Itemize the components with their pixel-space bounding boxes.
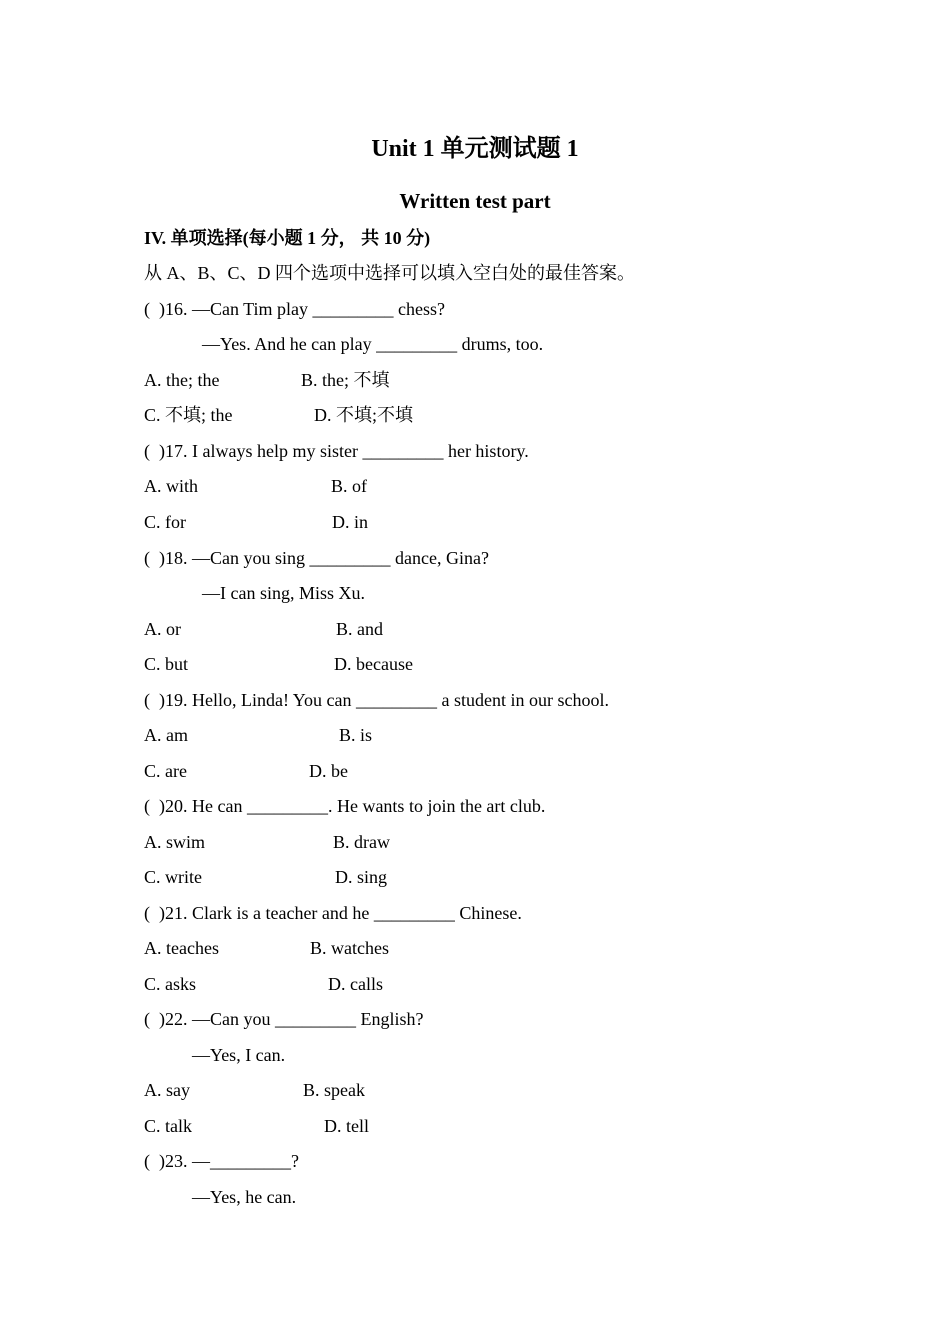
q17-option-a: A. with — [144, 476, 198, 496]
question-18: ( )18. —Can you sing _________ dance, Gina? — [144, 548, 489, 568]
q19-option-d: D. be — [309, 761, 348, 781]
question-19: ( )19. Hello, Linda! You can _________ a student in our school. — [144, 690, 609, 710]
q19-option-b: B. is — [339, 725, 373, 745]
q16-option-b: B. the; 不填 — [301, 370, 390, 390]
q20-option-b: B. draw — [333, 832, 390, 852]
question-22: ( )22. —Can you _________ English? — [144, 1009, 424, 1029]
question-16: ( )16. —Can Tim play _________ chess? — [144, 299, 445, 319]
q17-option-b: B. of — [331, 476, 367, 496]
question-20: ( )20. He can _________. He wants to join the art club. — [144, 796, 546, 816]
question-18-reply: —I can sing, Miss Xu. — [202, 583, 365, 603]
q18-option-c: C. but — [144, 654, 189, 674]
q19-option-c: C. are — [144, 761, 187, 781]
question-23: ( )23. —_________? — [144, 1151, 299, 1171]
q21-option-a: A. teaches — [144, 938, 219, 958]
q22-option-c: C. talk — [144, 1116, 192, 1136]
q18-option-a: A. or — [144, 619, 181, 639]
q21-option-c: C. asks — [144, 974, 197, 994]
question-23-reply: —Yes, he can. — [192, 1187, 297, 1207]
q22-option-a: A. say — [144, 1080, 190, 1100]
question-16-reply: —Yes. And he can play _________ drums, too. — [202, 334, 544, 354]
question-21: ( )21. Clark is a teacher and he _________ Chinese. — [144, 903, 522, 923]
section-heading: IV. 单项选择(每小题 1 分， 共 10 分) — [144, 228, 431, 248]
q21-option-b: B. watches — [310, 938, 389, 958]
q16-option-d: D. 不填;不填 — [314, 405, 413, 425]
q20-option-d: D. sing — [335, 867, 388, 887]
page-title: Unit 1 单元测试题 1 — [371, 136, 579, 162]
q16-option-a: A. the; the — [144, 370, 220, 390]
question-22-reply: —Yes, I can. — [192, 1045, 286, 1065]
q18-option-b: B. and — [336, 619, 383, 639]
q20-option-a: A. swim — [144, 832, 206, 852]
q22-option-d: D. tell — [324, 1116, 369, 1136]
page-subtitle: Written test part — [399, 189, 551, 213]
q22-option-b: B. speak — [303, 1080, 365, 1100]
q17-option-d: D. in — [332, 512, 368, 532]
instruction: 从 A、B、C、D 四个选项中选择可以填入空白处的最佳答案。 — [144, 263, 636, 283]
q20-option-c: C. write — [144, 867, 202, 887]
q21-option-d: D. calls — [328, 974, 383, 994]
question-17: ( )17. I always help my sister _________ her history. — [144, 441, 529, 461]
q16-option-c: C. 不填; the — [144, 405, 233, 425]
q17-option-c: C. for — [144, 512, 186, 532]
q18-option-d: D. because — [334, 654, 413, 674]
q19-option-a: A. am — [144, 725, 188, 745]
